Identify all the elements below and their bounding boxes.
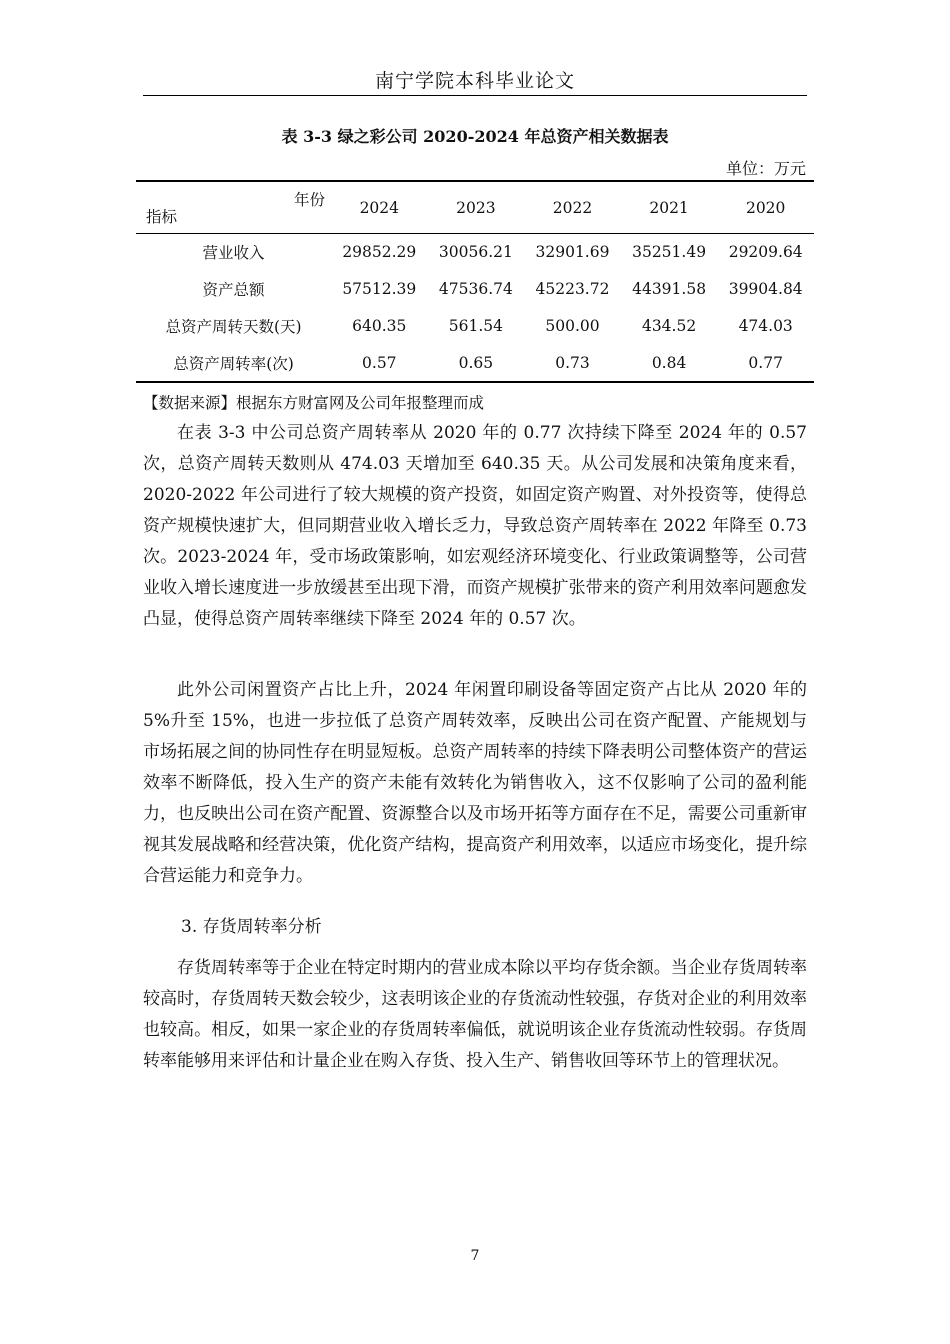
table-cell: 640.35 — [352, 317, 407, 335]
table-row — [136, 345, 814, 382]
table-cell: 0.65 — [458, 353, 494, 372]
table-cell: 57512.39 — [342, 280, 417, 298]
table-cell: 0.73 — [555, 353, 590, 372]
table-cell: 500.00 — [545, 317, 600, 335]
table-cell: 35251.49 — [632, 243, 707, 262]
year-header: 2020 — [745, 198, 786, 217]
asset-data-table — [136, 180, 814, 383]
table-row — [136, 308, 814, 345]
table-row — [136, 271, 814, 308]
table-header-row — [136, 181, 814, 234]
table-cell: 39904.84 — [728, 280, 803, 298]
table-cell: 44391.58 — [632, 280, 707, 298]
paragraph-3-block — [143, 953, 807, 1077]
paragraph-1-block — [143, 418, 807, 635]
year-header: 2024 — [359, 198, 400, 217]
table-row — [136, 234, 814, 271]
table-cell: 0.84 — [651, 353, 687, 372]
table-caption: 表 3-3 绿之彩公司 2020-2024 年总资产相关数据表 — [281, 127, 669, 146]
table-unit: 单位：万元 — [725, 159, 806, 178]
row-label: 总资产周转率(次) — [173, 354, 294, 373]
running-header: 南宁学院本科毕业论文 — [374, 70, 575, 92]
paragraph-2-block — [143, 675, 807, 892]
corner-header-cell — [136, 181, 331, 234]
table-cell: 29209.64 — [728, 243, 803, 262]
section-heading: 3. 存货周转率分析 — [181, 917, 322, 937]
corner-indicator-label: 指标 — [146, 208, 178, 226]
table-cell: 47536.74 — [438, 280, 513, 298]
table-cell: 434.52 — [641, 317, 697, 335]
year-header: 2023 — [456, 198, 496, 217]
header-rule — [143, 95, 807, 96]
body-paragraph: 在表 3-3 中公司总资产周转率从 2020 年的 0.77 次持续下降至 2024 年的 0.57 次，总资产周转天数则从 474.03 天增加至 640.35 天。从公司发展和决策角度来看，2020-2022 年公司进行了较大规模的资产投资，如固定资产购置、对外投资等，使得总资产规模快速扩大，但同期营业收入增长乏力，导致总资产周转率在 2022 年降至 0.73 次。2023-2024 年，受市场政策影响，如宏观经济环境变化、行业政策调整等，公司营业收入增长速度进一步放缓甚至出现下滑，而资产规模扩张带来的资产利用效率问题愈发凸显，使得总资产周转率继续下降至 2024 年的 0.57 次。 — [143, 423, 807, 629]
data-source-note: 【数据来源】根据东方财富网及公司年报整理而成 — [143, 394, 485, 412]
table-cell: 30056.21 — [438, 243, 513, 262]
year-header: 2021 — [649, 198, 689, 217]
table-cell: 32901.69 — [535, 243, 610, 262]
table-cell: 29852.29 — [342, 243, 417, 262]
page-number: 7 — [470, 1248, 480, 1264]
table-cell: 0.77 — [748, 353, 783, 372]
row-label: 资产总额 — [202, 281, 265, 299]
corner-year-label: 年份 — [293, 191, 325, 209]
body-paragraph: 存货周转率等于企业在特定时期内的营业成本除以平均存货余额。当企业存货周转率较高时，存货周转天数会较少，这表明该企业的存货流动性较强，存货对企业的利用效率也较高。相反，如果一家企业的存货周转率偏低，就说明该企业存货流动性较弱。存货周转率能够用来评估和计量企业在购入存货、投入生产、销售收回等环节上的管理状况。 — [143, 958, 807, 1071]
row-label: 营业收入 — [202, 244, 265, 263]
year-header: 2022 — [552, 198, 593, 217]
table-cell: 474.03 — [738, 317, 793, 335]
body-paragraph: 此外公司闲置资产占比上升，2024 年闲置印刷设备等固定资产占比从 2020 年的 5%升至 15%，也进一步拉低了总资产周转效率，反映出公司在资产配置、产能规划与市场拓展之间的协同性存在明显短板。总资产周转率的持续下降表明公司整体资产的营运效率不断降低，投入生产的资产未能有效转化为销售收入，这不仅影响了公司的盈利能力，也反映出公司在资产配置、资源整合以及市场开拓等方面存在不足，需要公司重新审视其发展战略和经营决策，优化资产结构，提高资产利用效率，以适应市场变化，提升综合营运能力和竞争力。 — [143, 680, 807, 886]
table-cell: 561.54 — [448, 317, 504, 335]
table-cell: 45223.72 — [535, 280, 610, 298]
row-label: 总资产周转天数(天) — [165, 318, 302, 336]
table-cell: 0.57 — [362, 353, 397, 372]
